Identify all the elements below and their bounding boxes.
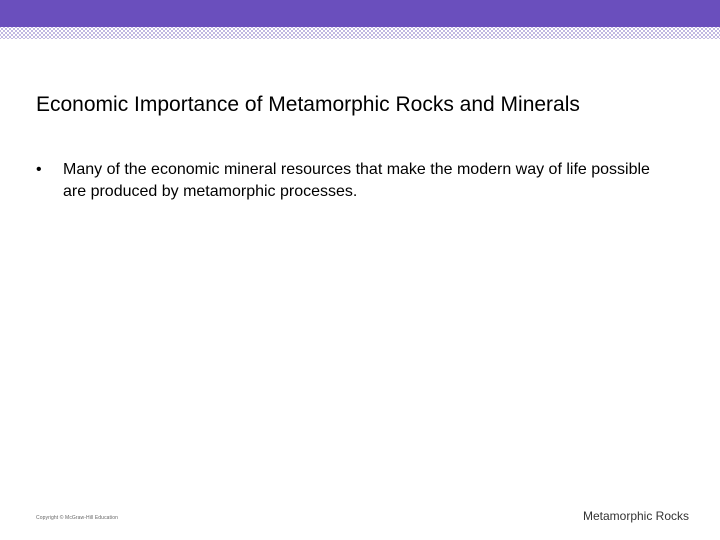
footer-section-label: Metamorphic Rocks	[582, 509, 689, 523]
bullet-dot-icon: •	[36, 161, 42, 178]
top-banner	[0, 0, 720, 27]
bullet-item	[36, 159, 676, 203]
bullet-list	[36, 159, 676, 203]
slide-title: Economic Importance of Metamorphic Rocks and Minerals	[36, 93, 580, 116]
copyright-notice: Copyright © McGraw-Hill Education	[36, 515, 119, 521]
bullet-text: Many of the economic mineral resources that make the modern way of life possible are produced by metamorphic processes.	[63, 161, 650, 200]
dotted-pattern-strip	[0, 27, 720, 39]
